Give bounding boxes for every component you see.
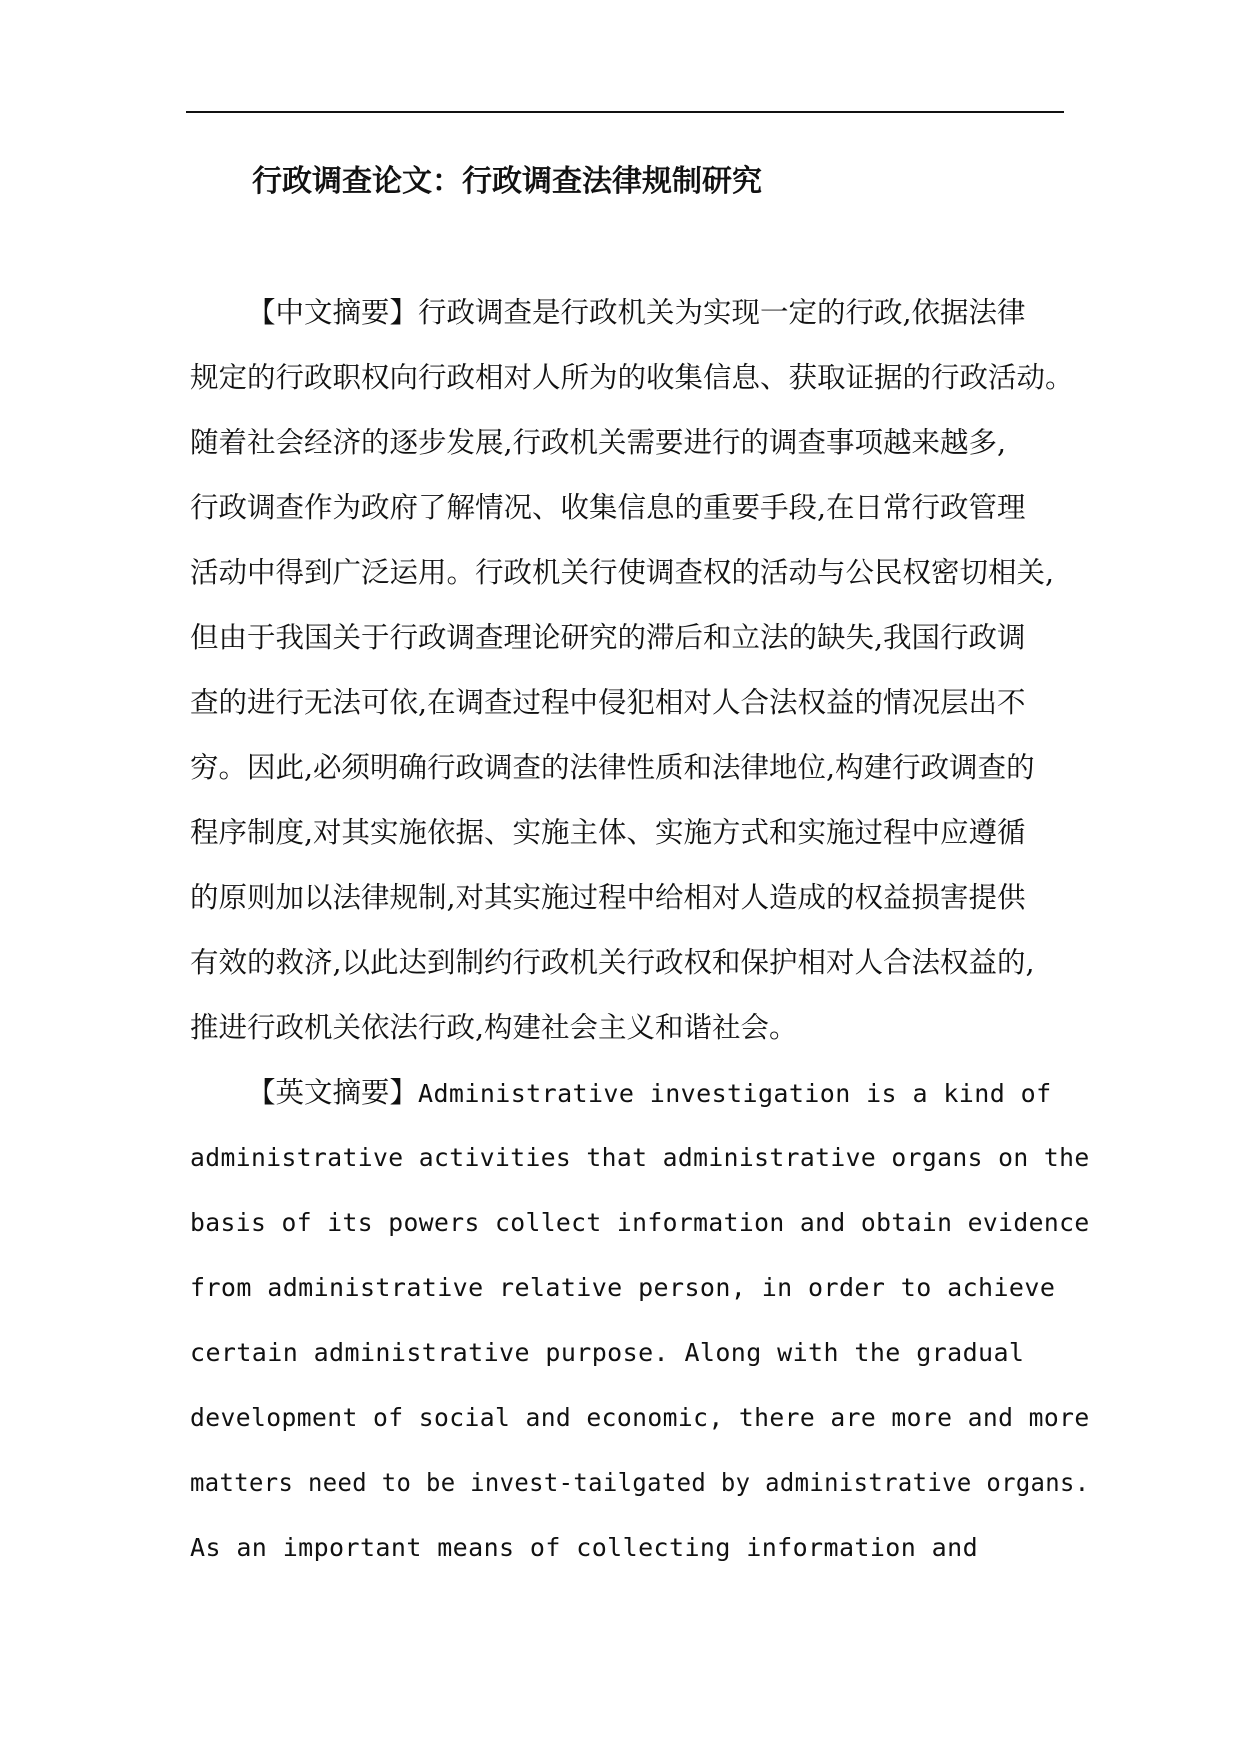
chinese-abstract-line-10: 的原则加以法律规制,对其实施过程中给相对人造成的权益损害提供 — [190, 881, 1026, 914]
chinese-abstract-line-6: 但由于我国关于行政调查理论研究的滞后和立法的缺失,我国行政调 — [190, 621, 1026, 654]
chinese-abstract-line-11: 有效的救济,以此达到制约行政机关行政权和保护相对人合法权益的, — [190, 946, 1035, 979]
english-abstract-first-line — [247, 1073, 1052, 1114]
chinese-abstract-line-9: 程序制度,对其实施依据、实施主体、实施方式和实施过程中应遵循 — [190, 816, 1026, 849]
document-title: 行政调查论文：行政调查法律规制研究 — [252, 164, 762, 199]
english-abstract-line-3: basis of its powers collect information and obtain evidence — [190, 1208, 1090, 1237]
english-abstract-line-4: from administrative relative person, in order to achieve — [190, 1273, 1056, 1302]
chinese-abstract-line-12: 推进行政机关依法行政,构建社会主义和谐社会。 — [190, 1011, 798, 1044]
chinese-abstract-line-7: 查的进行无法可依,在调查过程中侵犯相对人合法权益的情况层出不 — [190, 686, 1026, 719]
english-abstract-line-2: administrative activities that administrative organs on the — [190, 1143, 1090, 1172]
chinese-abstract-line-2: 规定的行政职权向行政相对人所为的收集信息、获取证据的行政活动。 — [190, 361, 1074, 394]
chinese-abstract-line-3: 随着社会经济的逐步发展,行政机关需要进行的调查事项越来越多, — [190, 426, 1007, 459]
chinese-abstract-line-5: 活动中得到广泛运用。行政机关行使调查权的活动与公民权密切相关, — [190, 556, 1055, 589]
english-abstract-line-8: As an important means of collecting information and — [190, 1533, 979, 1562]
chinese-abstract-line-4: 行政调查作为政府了解情况、收集信息的重要手段,在日常行政管理 — [190, 491, 1026, 524]
chinese-abstract-line-8: 穷。因此,必须明确行政调查的法律性质和法律地位,构建行政调查的 — [190, 751, 1035, 784]
english-abstract-line-7: matters need to be invest-tailgated by administrative organs. — [190, 1468, 1090, 1497]
english-abstract-line-5: certain administrative purpose. Along with the gradual — [190, 1338, 1025, 1367]
english-abstract-label: 【英文摘要】 — [247, 1076, 419, 1109]
header-rule — [186, 111, 1064, 113]
english-abstract-line-6: development of social and economic, there are more and more — [190, 1403, 1090, 1432]
chinese-abstract-line-1: 【中文摘要】行政调查是行政机关为实现一定的行政,依据法律 — [247, 296, 1026, 329]
english-abstract-line-1: Administrative investigation is a kind of — [418, 1079, 1052, 1108]
